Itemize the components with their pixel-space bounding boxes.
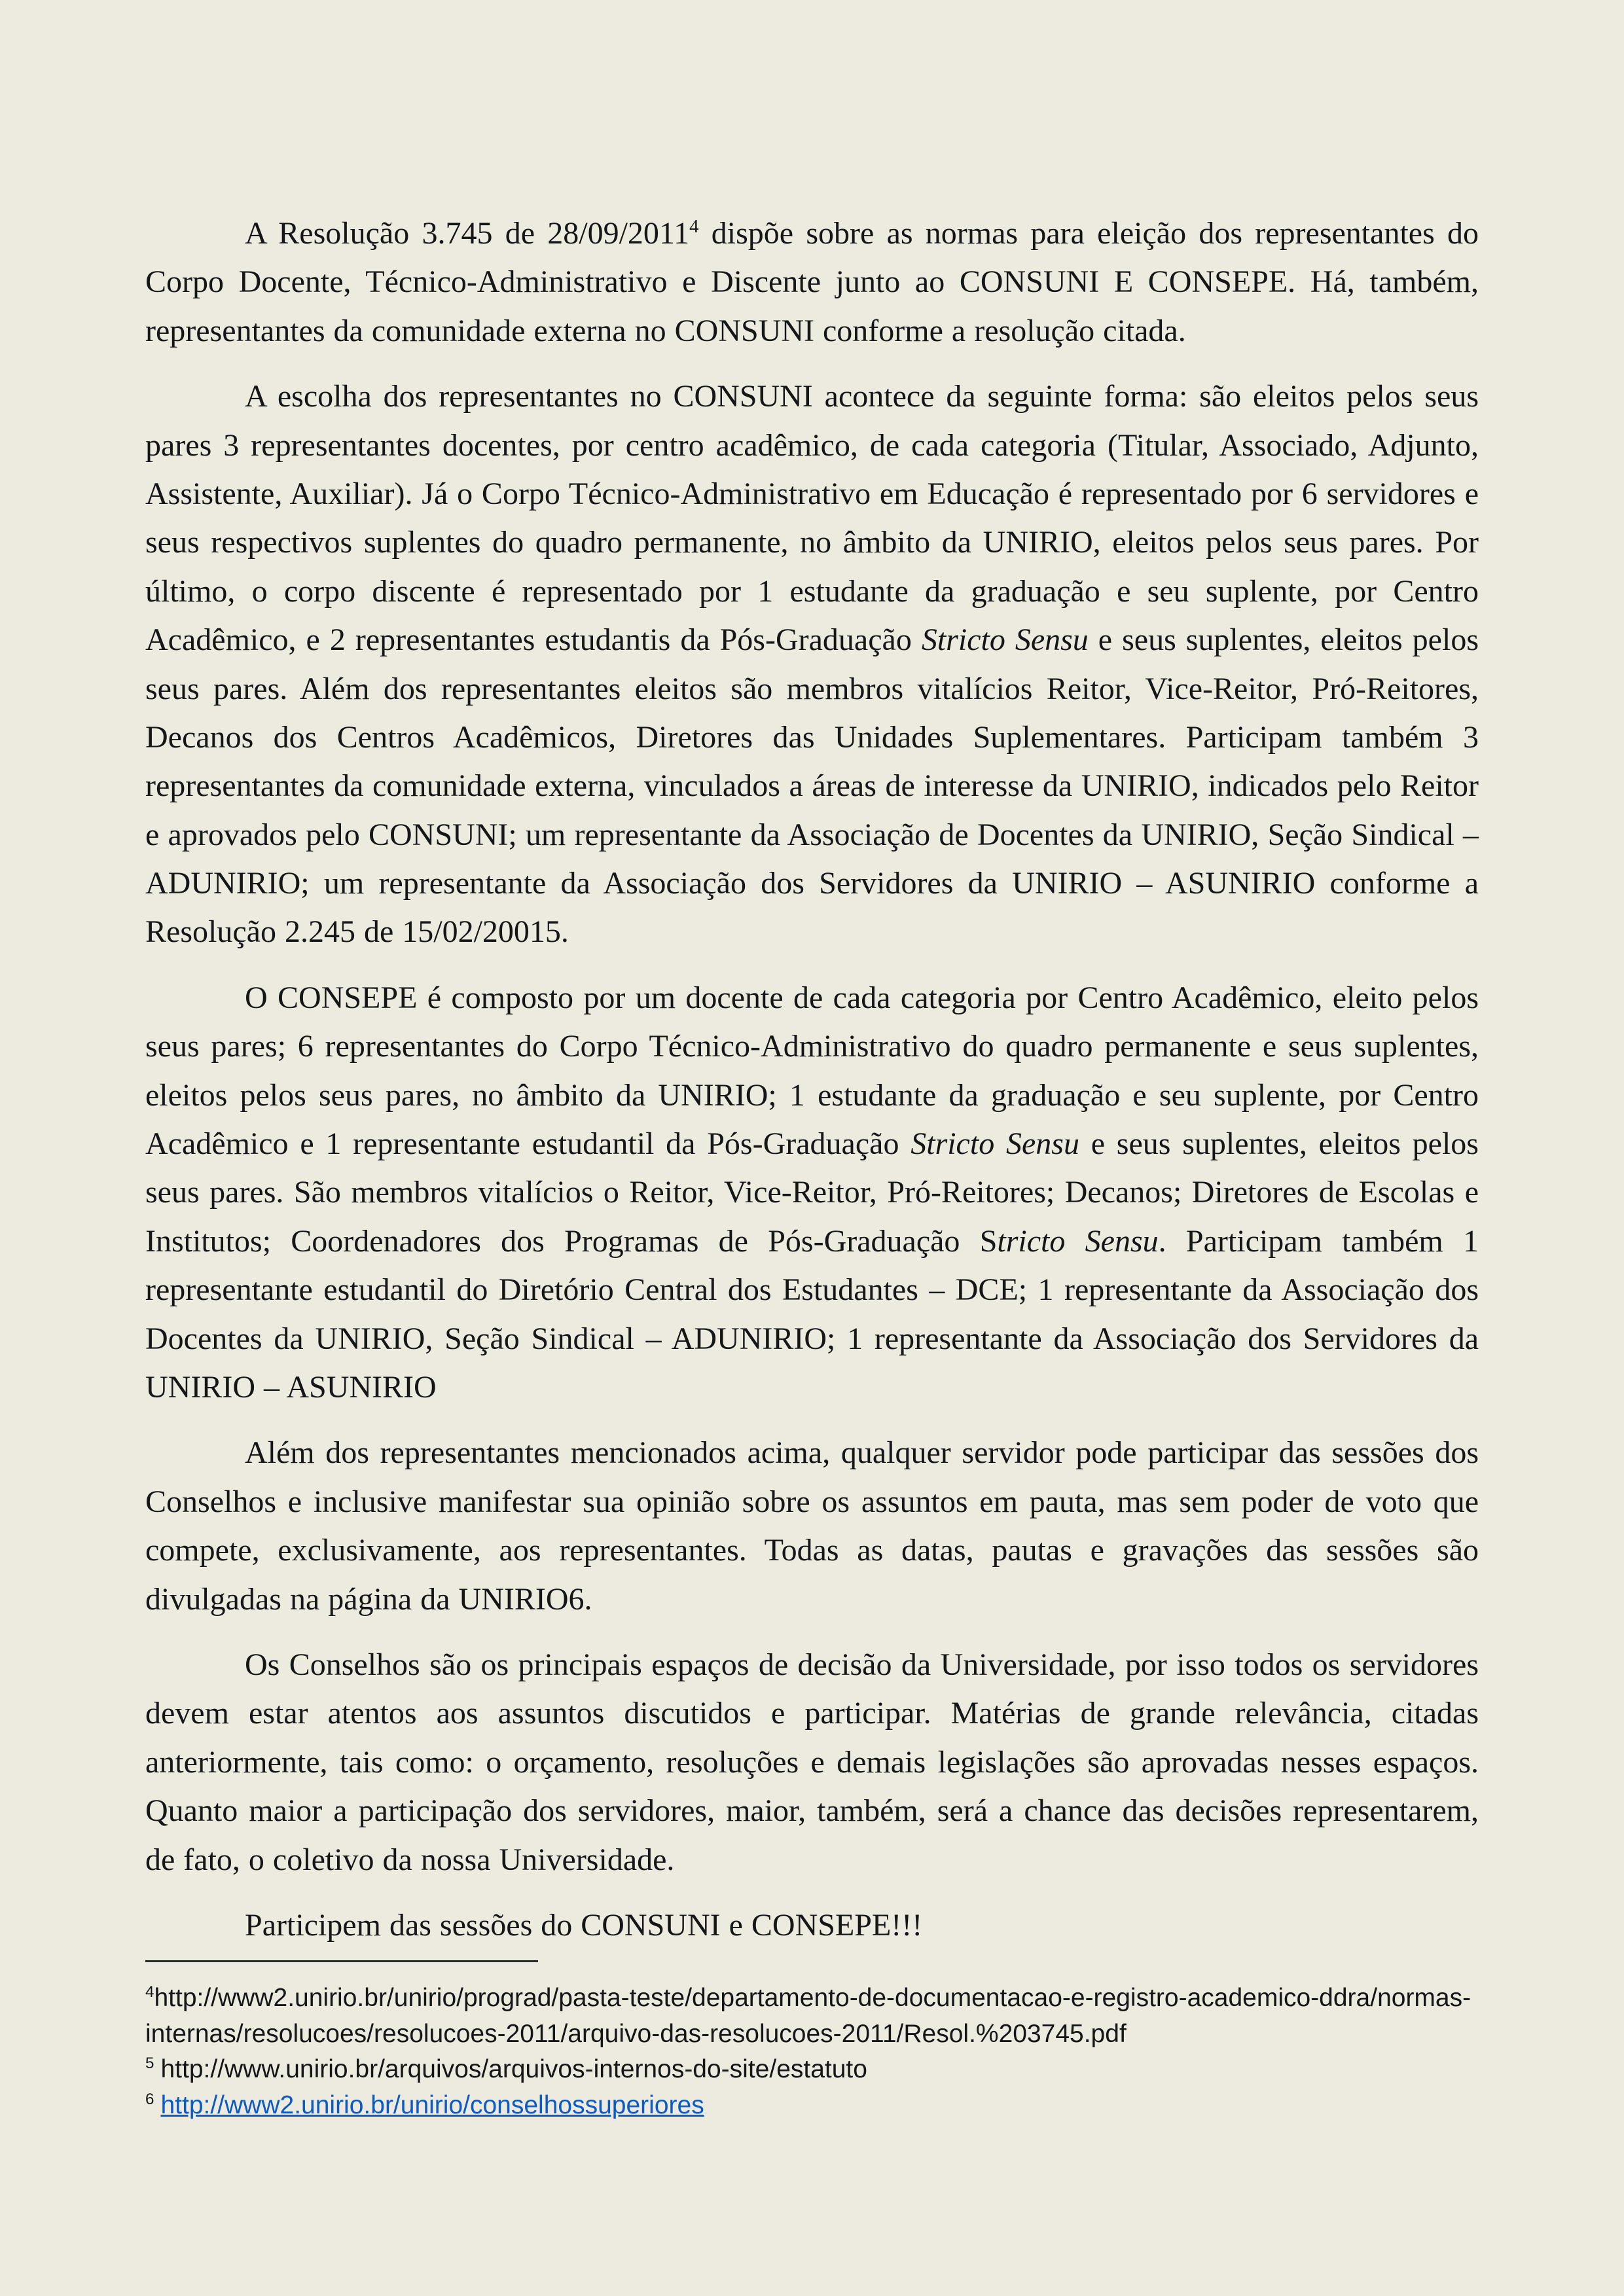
footnote-section <box>145 1960 1479 2123</box>
footnote-marker: 4 <box>145 1983 154 2001</box>
footnote <box>145 2088 1479 2124</box>
text-run: A escolha dos representantes no CONSUNI acontece da seguinte forma: são eleitos pelos seus pares 3 representantes docentes, por centro acadêmico, de cada categoria (Titular, Associado, Adjunto, Assistente, Auxiliar). Já o Corpo Técnico-Administrativo em Educação é representado por 6 servidores e seus respectivos suplentes do quadro permanente, no âmbito da UNIRIO, eleitos pelos seus pares. Por último, o corpo discente é representado por 1 estudante da graduação e seu suplente, por Centro Acadêmico, e 2 representantes estudantis da Pós-Graduação <box>145 379 1479 658</box>
text-run: . Participam também 1 representante estudantil do Diretório Central dos Estudantes – DCE; 1 representante da Associação dos Docentes da UNIRIO, Seção Sindical – ADUNIRIO; 1 representante da Associação dos Servidores da UNIRIO – ASUNIRIO <box>145 1223 1479 1405</box>
text-run: Participem das sessões do CONSUNI e CONSEPE!!! <box>245 1907 923 1943</box>
paragraph <box>145 1641 1479 1884</box>
paragraph <box>145 372 1479 957</box>
italic-text: Stricto Sensu <box>921 622 1089 658</box>
paragraph <box>145 1901 1479 1950</box>
footnote-list <box>145 1981 1479 2123</box>
footnote-reference: 4 <box>689 216 699 237</box>
italic-text: Stricto Sensu <box>911 1126 1079 1162</box>
text-run: O CONSEPE é composto por um docente de cada categoria por Centro Acadêmico, eleito pelos seus pares; 6 representantes do Corpo Técnico-Administrativo do quadro permanente e seus suplentes, eleitos pelos seus pares, no âmbito da UNIRIO; 1 estudante da graduação e seu suplente, por Centro Acadêmico e 1 representante estudantil da Pós-Graduação <box>145 980 1479 1162</box>
footnote <box>145 2052 1479 2088</box>
text-run: e seus suplentes, eleitos pelos seus pares. Além dos representantes eleitos são membros vitalícios Reitor, Vice-Reitor, Pró-Reitores, Decanos dos Centros Acadêmicos, Diretores das Unidades Suplementares. Participam também 3 representantes da comunidade externa, vinculados a áreas de interesse da UNIRIO, indicados pelo Reitor e aprovados pelo CONSUNI; um representante da Associação de Docentes da UNIRIO, Seção Sindical – ADUNIRIO; um representante da Associação dos Servidores da UNIRIO – ASUNIRIO conforme a Resolução 2.245 de 15/02/20015. <box>145 622 1479 950</box>
text-run: Além dos representantes mencionados acima, qualquer servidor pode participar das sessões dos Conselhos e inclusive manifestar sua opinião sobre os assuntos em pauta, mas sem poder de voto que compete, exclusivamente, aos representantes. Todas as datas, pautas e gravações das sessões são divulgadas na página da UNIRIO6. <box>145 1435 1479 1617</box>
footnote-link[interactable]: http://www2.unirio.br/unirio/conselhossuperiores <box>160 2090 704 2119</box>
paragraph <box>145 209 1479 355</box>
text-run: Os Conselhos são os principais espaços de decisão da Universidade, por isso todos os servidores devem estar atentos aos assuntos discutidos e participar. Matérias de grande relevância, citadas anteriormente, tais como: o orçamento, resoluções e demais legislações são aprovadas nesses espaços. Quanto maior a participação dos servidores, maior, também, será a chance das decisões representarem, de fato, o coletivo da nossa Universidade. <box>145 1647 1479 1877</box>
footnote-separator <box>145 1960 538 1962</box>
footnote <box>145 1981 1479 2052</box>
paragraph <box>145 974 1479 1412</box>
text-run: dispõe sobre as normas para eleição dos representantes do Corpo Docente, Técnico-Administrativo e Discente junto ao CONSUNI E CONSEPE. Há, também, representantes da comunidade externa no CONSUNI conforme a resolução citada. <box>145 216 1479 348</box>
footnote-marker: 5 <box>145 2054 154 2073</box>
footnote-text: http://www.unirio.br/arquivos/arquivos-internos-do-site/estatuto <box>160 2055 867 2084</box>
italic-text: tricto Sensu <box>997 1223 1159 1259</box>
footnote-marker: 6 <box>145 2090 154 2108</box>
paragraph <box>145 1429 1479 1624</box>
text-run: e seus suplentes, eleitos pelos seus pares. São membros vitalícios o Reitor, Vice-Reitor, Pró-Reitores; Decanos; Diretores de Escolas e Institutos; Coordenadores dos Programas de Pós-Graduação S <box>145 1126 1479 1259</box>
text-run: A Resolução 3.745 de 28/09/2011 <box>245 216 690 251</box>
document-body <box>145 209 1479 1967</box>
footnote-text: http://www2.unirio.br/unirio/prograd/pasta-teste/departamento-de-documentacao-e-registro-academico-ddra/normas-internas/resolucoes/resolucoes-2011/arquivo-das-resolucoes-2011/Resol.%203745.pdf <box>145 1984 1471 2048</box>
